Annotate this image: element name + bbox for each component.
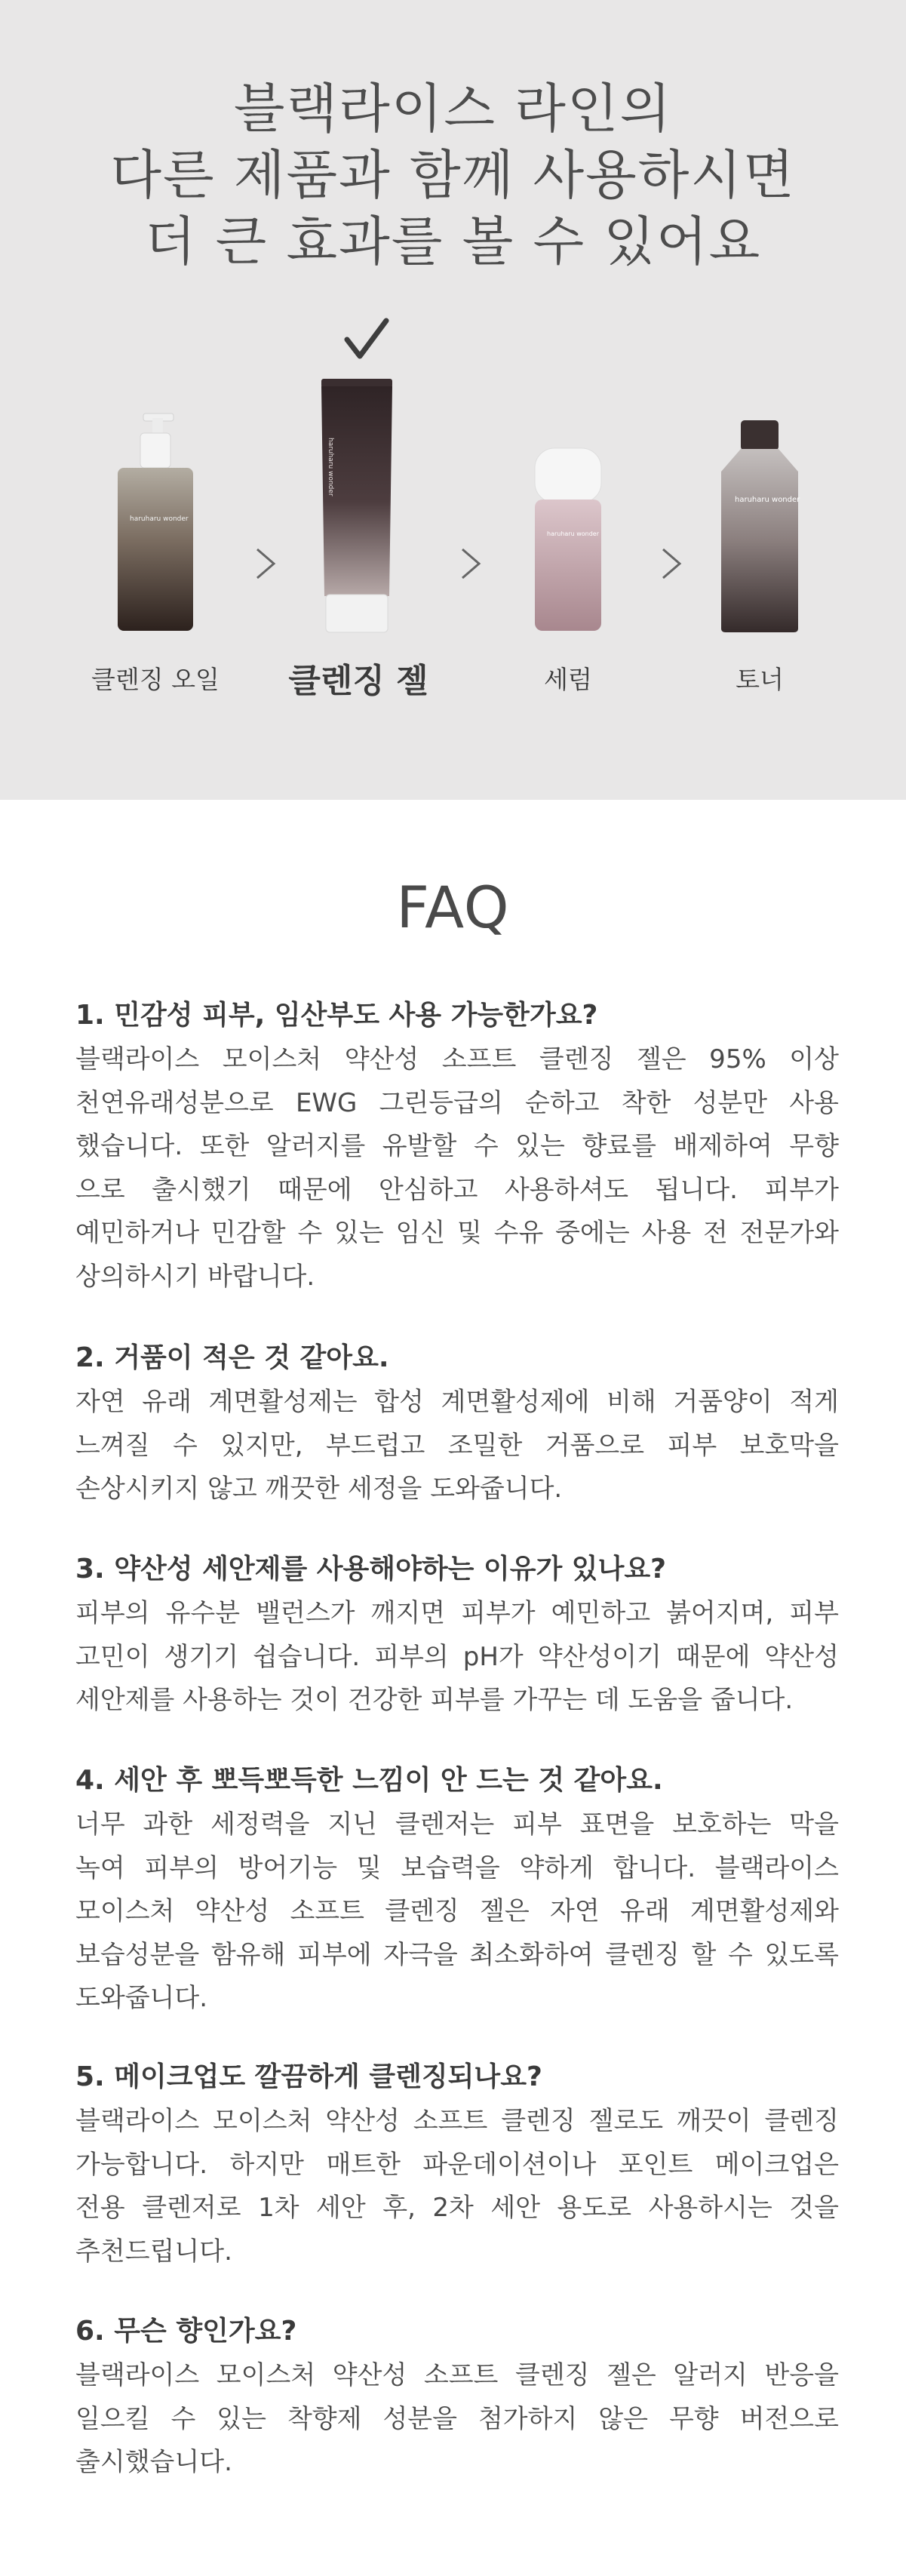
faq-question: 2. 거품이 적은 것 같아요. xyxy=(75,1342,389,1373)
answer-line: 상의하시기 바랍니다. xyxy=(75,1261,315,1292)
faq-question: 4. 세안 후 뽀득뽀득한 느낌이 안 드는 것 같아요. xyxy=(75,1765,663,1796)
answer-line: 으로 출시했기 때문에 안심하고 사용하셔도 됩니다. 피부가 xyxy=(75,1174,839,1205)
svg-text:haruharu wonder: haruharu wonder xyxy=(547,530,600,537)
answer-line: 천연유래성분으로 EWG 그린등급의 순하고 착한 성분만 사용 xyxy=(75,1087,839,1118)
faq-item-1 xyxy=(75,994,839,1299)
answer-line: 손상시키지 않고 깨끗한 세정을 도와줍니다. xyxy=(75,1474,563,1504)
routine-headline xyxy=(0,75,906,275)
headline-line-2: 다른 제품과 함께 사용하시면 xyxy=(110,144,796,206)
checkmark-icon xyxy=(343,317,390,362)
faq-question: 5. 메이크업도 깔끔하게 클렌징되나요? xyxy=(75,2061,542,2092)
faq-answer xyxy=(75,1038,839,1299)
answer-line: 고민이 생기기 쉽습니다. 피부의 pH가 약산성이기 때문에 약산성 xyxy=(75,1641,839,1672)
svg-text:haruharu wonder: haruharu wonder xyxy=(735,496,800,504)
faq-answer xyxy=(75,2100,839,2273)
toner-bottle xyxy=(715,419,804,634)
answer-line: 블랙라이스 모이스처 약산성 소프트 클렌징 젤은 알러지 반응을 xyxy=(75,2360,839,2390)
faq-answer xyxy=(75,1592,839,1723)
serum-bottle xyxy=(530,445,606,634)
answer-line: 했습니다. 또한 알러지를 유발할 수 있는 향료를 배제하여 무향 xyxy=(75,1131,839,1161)
faq-question: 1. 민감성 피부, 임산부도 사용 가능한가요? xyxy=(75,1000,598,1031)
answer-line: 블랙라이스 모이스처 약산성 소프트 클렌징 젤은 95% 이상 xyxy=(75,1044,839,1074)
svg-text:haruharu wonder: haruharu wonder xyxy=(327,438,334,496)
faq-answer xyxy=(75,1803,839,2021)
answer-line: 추천드립니다. xyxy=(75,2236,232,2267)
answer-line: 출시했습니다. xyxy=(75,2447,232,2477)
chevron-right-icon xyxy=(659,545,684,583)
product-label-cleansing-oil: 클렌징 오일 xyxy=(91,665,220,694)
product-label-cleansing-gel: 클렌징 젤 xyxy=(288,662,428,700)
faq-item-3 xyxy=(75,1548,839,1723)
answer-line: 도와줍니다. xyxy=(75,1983,208,2013)
faq-answer xyxy=(75,1381,839,1511)
faq-question: 3. 약산성 세안제를 사용해야하는 이유가 있나요? xyxy=(75,1554,667,1585)
answer-line: 자연 유래 계면활성제는 합성 계면활성제에 비해 거품양이 적게 xyxy=(75,1387,839,1417)
chevron-right-icon xyxy=(458,545,484,583)
answer-line: 블랙라이스 모이스처 약산성 소프트 클렌징 젤로도 깨끗이 클렌징 xyxy=(75,2106,839,2136)
headline-line-3: 더 큰 효과를 볼 수 있어요 xyxy=(144,211,762,272)
answer-line: 가능합니다. 하지만 매트한 파운데이션이나 포인트 메이크업은 xyxy=(75,2149,839,2180)
routine-section xyxy=(0,0,906,800)
answer-line: 세안제를 사용하는 것이 건강한 피부를 가꾸는 데 도움을 줍니다. xyxy=(75,1685,794,1715)
product-label-serum: 세럼 xyxy=(544,665,592,694)
headline-line-1: 블랙라이스 라인의 xyxy=(233,78,673,140)
chevron-right-icon xyxy=(253,545,278,583)
answer-line: 피부의 유수분 밸런스가 깨지면 피부가 예민하고 붉어지며, 피부 xyxy=(75,1598,839,1628)
answer-line: 느껴질 수 있지만, 부드럽고 조밀한 거품으로 피부 보호막을 xyxy=(75,1430,839,1461)
product-label-toner: 토너 xyxy=(736,665,784,694)
answer-line: 보습성분을 함유해 피부에 자극을 최소화하여 클렌징 할 수 있도록 xyxy=(75,1939,839,1970)
cleansing-oil-bottle xyxy=(113,407,196,634)
faq-answer xyxy=(75,2354,839,2485)
faq-item-2 xyxy=(75,1337,839,1511)
svg-text:haruharu wonder: haruharu wonder xyxy=(130,515,189,523)
faq-item-5 xyxy=(75,2056,839,2273)
answer-line: 모이스처 약산성 소프트 클렌징 젤은 자연 유래 계면활성제와 xyxy=(75,1896,839,1926)
answer-line: 너무 과한 세정력을 지닌 클렌저는 피부 표면을 보호하는 막을 xyxy=(75,1809,839,1840)
answer-line: 예민하거나 민감할 수 있는 임신 및 수유 중에는 사용 전 전문가와 xyxy=(75,1218,839,1248)
answer-line: 전용 클렌저로 1차 세안 후, 2차 세안 용도로 사용하시는 것을 xyxy=(75,2193,840,2223)
faq-question: 6. 무슨 향인가요? xyxy=(75,2316,297,2347)
cleansing-gel-tube xyxy=(318,377,395,634)
faq-item-4 xyxy=(75,1760,839,2021)
answer-line: 일으킬 수 있는 착향제 성분을 첨가하지 않은 무향 버전으로 xyxy=(75,2403,839,2434)
faq-item-6 xyxy=(75,2310,839,2485)
faq-title: FAQ xyxy=(396,874,510,941)
answer-line: 녹여 피부의 방어기능 및 보습력을 약하게 합니다. 블랙라이스 xyxy=(75,1852,839,1883)
